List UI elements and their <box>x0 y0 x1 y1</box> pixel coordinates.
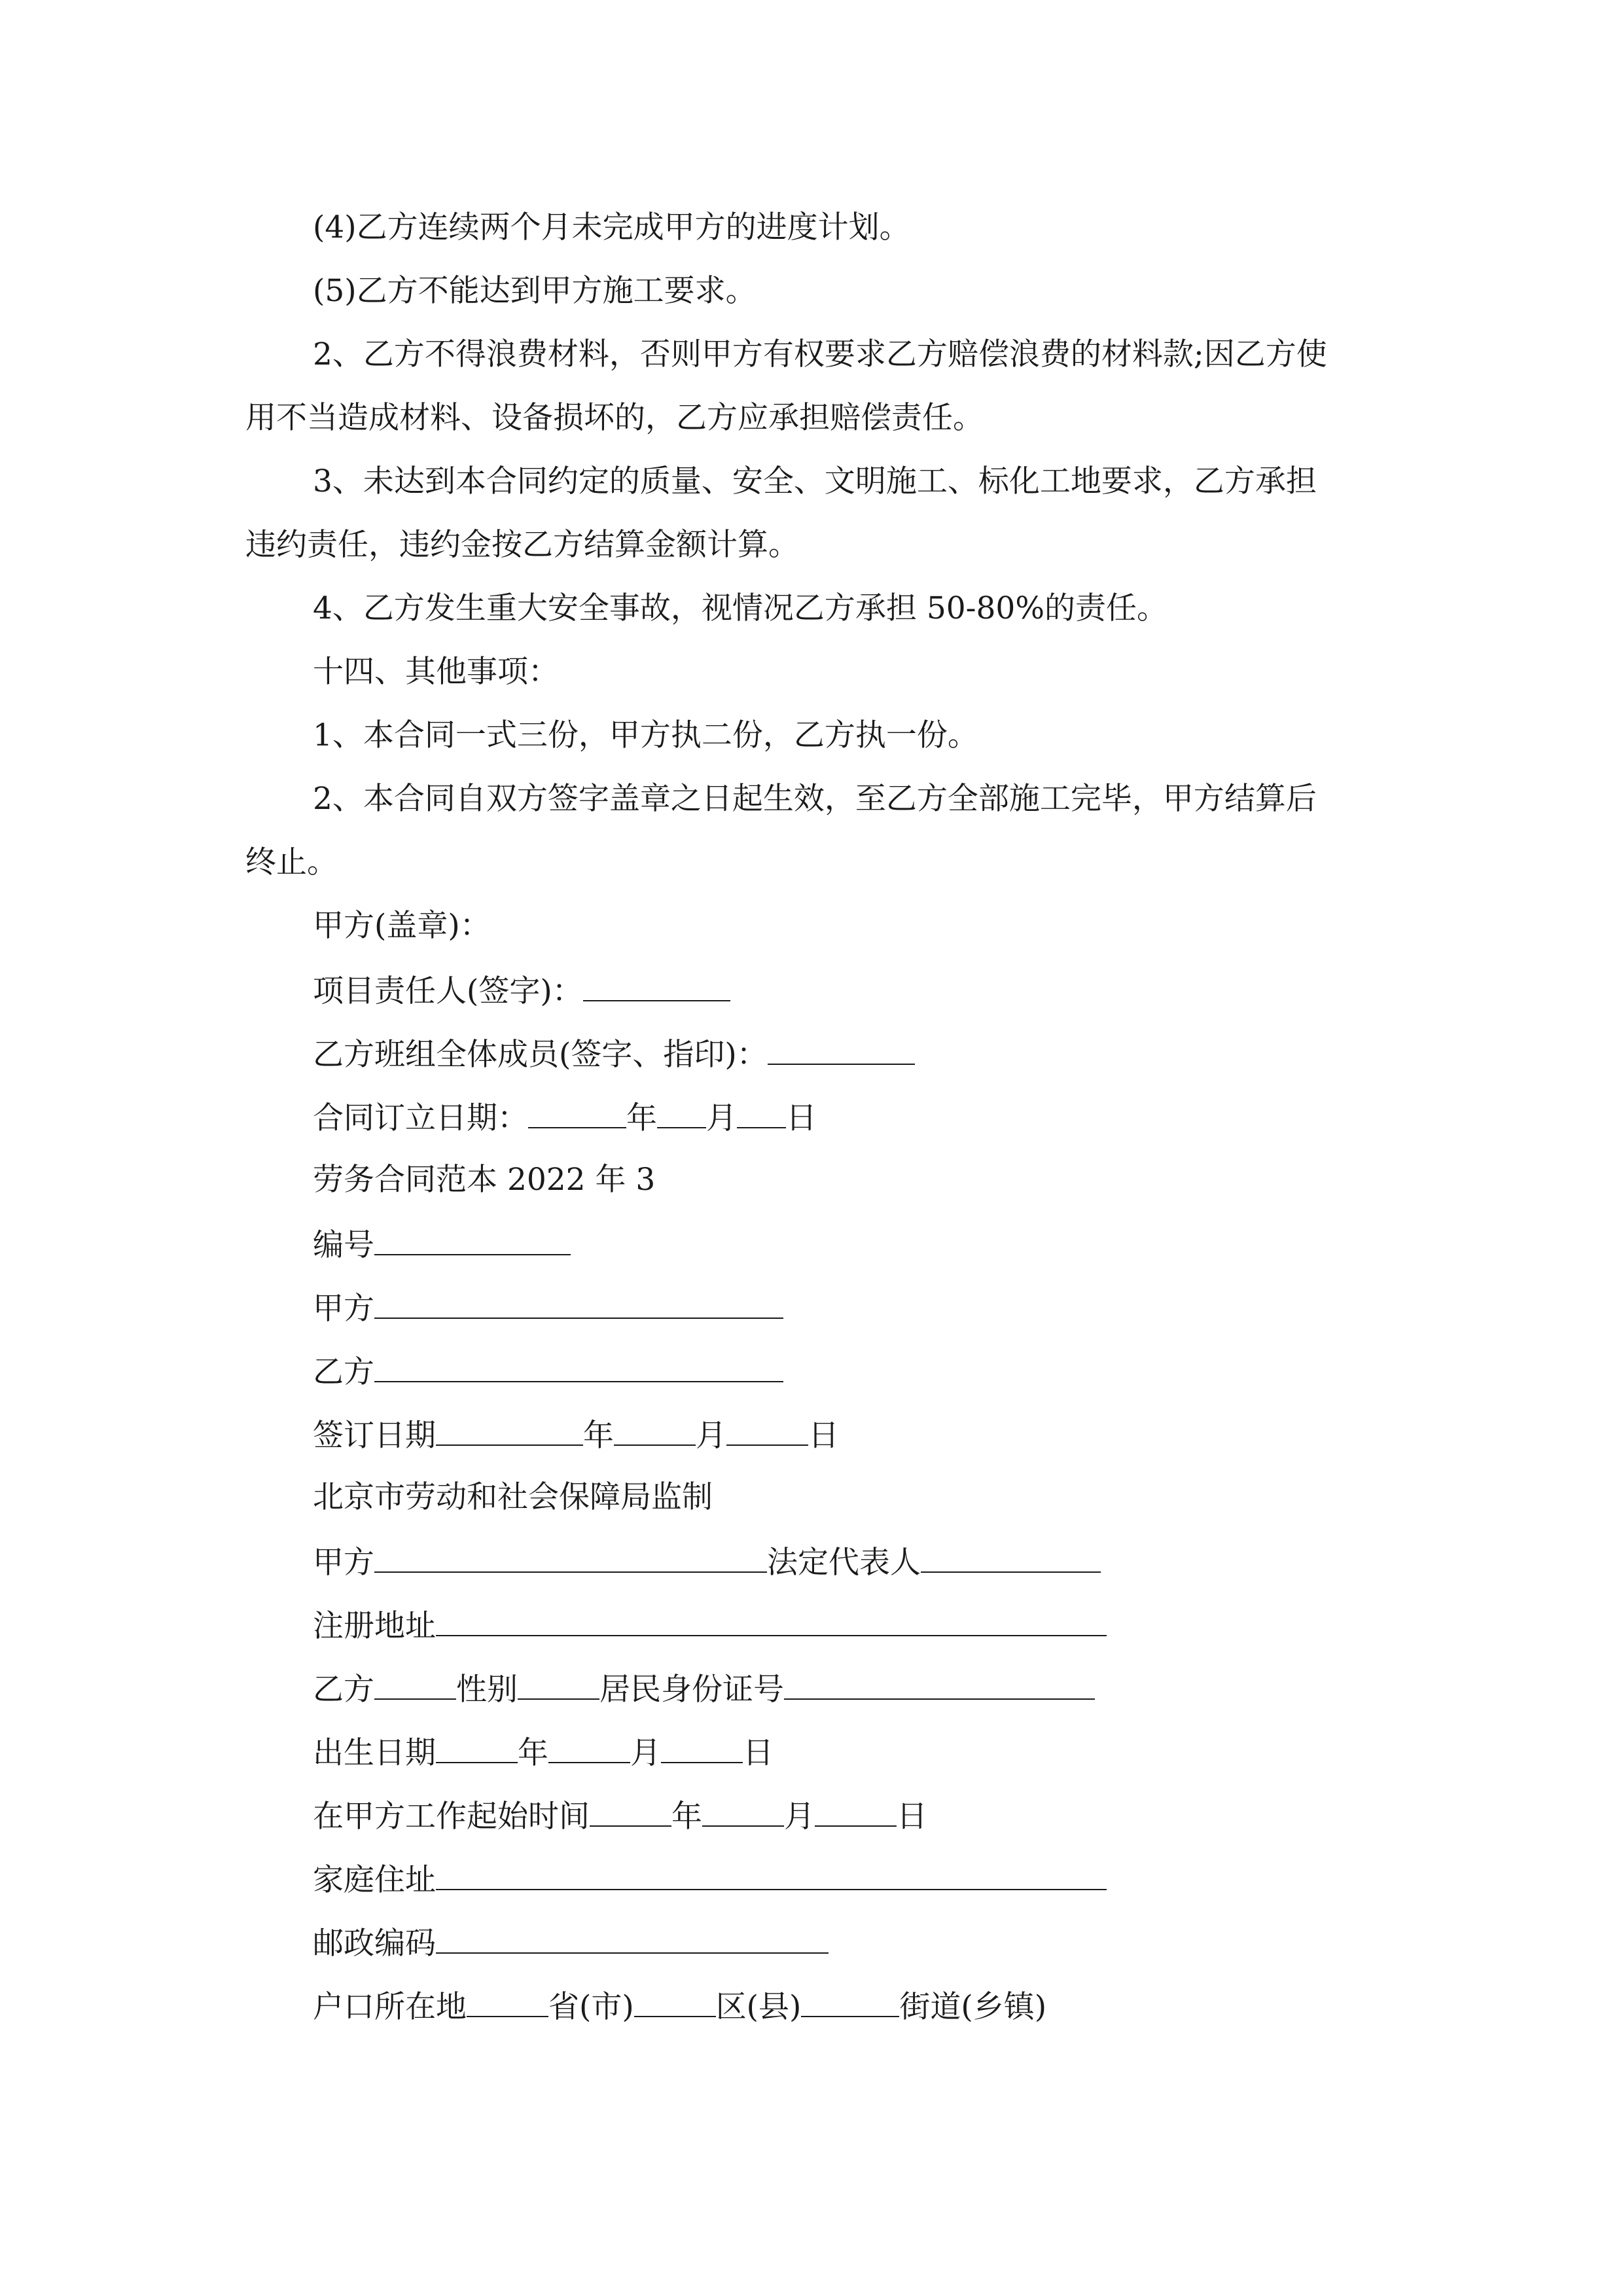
blank-line[interactable] <box>436 1414 583 1446</box>
blank-line[interactable] <box>657 1097 706 1128</box>
other-matters-2-line1: 2、本合同自双方签字盖章之日起生效，至乙方全部施工完毕，甲方结算后 <box>313 781 1317 817</box>
home-address-field: 家庭住址 <box>313 1859 1107 1900</box>
party-a-seal: 甲方(盖章)： <box>313 908 491 944</box>
blank-line[interactable] <box>590 1795 671 1827</box>
blank-line[interactable] <box>784 1668 1095 1700</box>
birth-date-field: 出生日期 年 月 日 <box>313 1732 774 1773</box>
blank-line[interactable] <box>374 1541 767 1573</box>
employee-field: 乙方 性别 居民身份证号 <box>313 1668 1095 1710</box>
template-title: 劳务合同范本 2022 年 3 <box>313 1162 656 1198</box>
blank-line[interactable] <box>726 1414 808 1446</box>
blank-line[interactable] <box>436 1859 1107 1890</box>
blank-line[interactable] <box>518 1668 599 1700</box>
other-matters-2-line2: 终止。 <box>245 844 338 880</box>
clause-2-line2: 用不当造成材料、设备损坏的，乙方应承担赔偿责任。 <box>245 400 984 436</box>
registered-address-field: 注册地址 <box>313 1605 1107 1646</box>
party-a-field: 甲方 <box>313 1287 783 1329</box>
blank-line[interactable] <box>702 1795 784 1827</box>
employer-field: 甲方 法定代表人 <box>313 1541 1101 1583</box>
section-heading-other-matters: 十四、其他事项： <box>313 654 559 690</box>
clause-2-line1: 2、乙方不得浪费材料，否则甲方有权要求乙方赔偿浪费的材料款;因乙方使 <box>313 336 1327 372</box>
clause-3-line1: 3、未达到本合同约定的质量、安全、文明施工、标化工地要求，乙方承担 <box>313 463 1317 499</box>
clause-3-line2: 违约责任，违约金按乙方结算金额计算。 <box>245 527 799 563</box>
blank-line[interactable] <box>634 1986 716 2017</box>
number-field: 编号 <box>313 1224 571 1265</box>
blank-line[interactable] <box>921 1541 1101 1573</box>
blank-line[interactable] <box>467 1986 548 2017</box>
project-lead-signature: 项目责任人(签字)： <box>313 970 730 1011</box>
blank-line[interactable] <box>801 1986 899 2017</box>
blank-line[interactable] <box>374 1668 456 1700</box>
blank-line[interactable] <box>548 1732 630 1763</box>
blank-line[interactable] <box>374 1351 783 1382</box>
supervisor-note: 北京市劳动和社会保障局监制 <box>313 1479 713 1515</box>
party-b-field: 乙方 <box>313 1351 783 1392</box>
blank-line[interactable] <box>436 1732 518 1763</box>
hukou-field: 户口所在地 省(市) 区(县) 街道(乡镇) <box>313 1986 1046 2027</box>
blank-line[interactable] <box>374 1224 571 1255</box>
blank-line[interactable] <box>528 1097 626 1128</box>
blank-line[interactable] <box>815 1795 897 1827</box>
blank-line[interactable] <box>374 1287 783 1319</box>
blank-line[interactable] <box>737 1097 786 1128</box>
contract-date: 合同订立日期： 年 月 日 <box>313 1097 817 1138</box>
blank-line[interactable] <box>768 1033 915 1065</box>
postal-code-field: 邮政编码 <box>313 1922 829 1964</box>
start-date-field: 在甲方工作起始时间 年 月 日 <box>313 1795 927 1837</box>
other-matters-1: 1、本合同一式三份，甲方执二份，乙方执一份。 <box>313 717 978 753</box>
blank-line[interactable] <box>661 1732 743 1763</box>
clause-item-4: (4)乙方连续两个月未完成甲方的进度计划。 <box>313 209 910 245</box>
clause-item-5: (5)乙方不能达到甲方施工要求。 <box>313 273 757 309</box>
blank-line[interactable] <box>614 1414 696 1446</box>
blank-line[interactable] <box>583 970 730 1001</box>
blank-line[interactable] <box>436 1922 829 1954</box>
clause-4: 4、乙方发生重大安全事故，视情况乙方承担 50-80%的责任。 <box>313 590 1168 626</box>
blank-line[interactable] <box>436 1605 1107 1636</box>
team-members-signature: 乙方班组全体成员(签字、指印)： <box>313 1033 915 1075</box>
sign-date-field: 签订日期 年 月 日 <box>313 1414 839 1456</box>
